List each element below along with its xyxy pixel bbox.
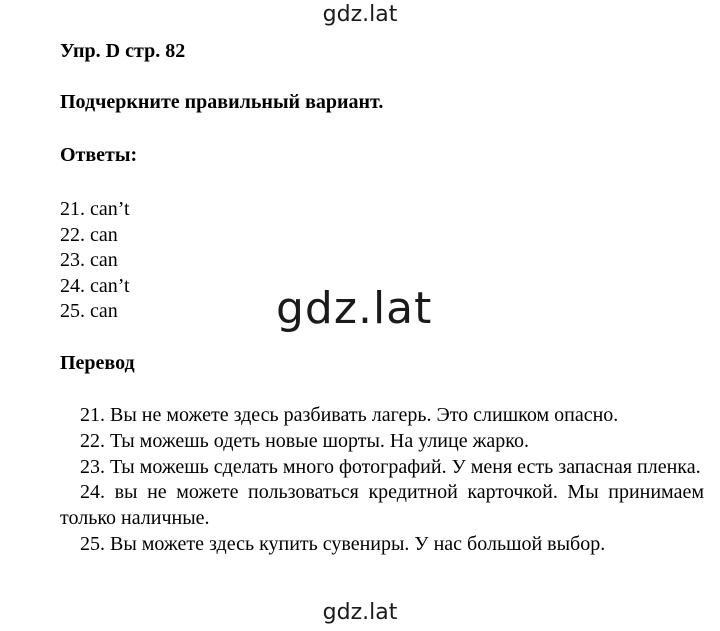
translation-item: 23. Ты можешь сделать много фотографий. У меня есть запасная пленка. xyxy=(80,455,701,478)
answers-list xyxy=(60,197,130,325)
answer-item: 22. can xyxy=(60,223,118,246)
answers-heading: Ответы: xyxy=(60,144,138,166)
translation-item: 24. вы не можете пользоваться кредитной карточкой. Мы принимаем только наличные. xyxy=(60,481,704,530)
answer-item: 25. can xyxy=(60,300,118,323)
watermark-center: gdz.lat xyxy=(276,283,433,334)
answer-item: 24. can’t xyxy=(60,274,130,297)
translation-list xyxy=(60,403,704,558)
task-instruction: Подчеркните правильный вариант. xyxy=(60,91,384,113)
answer-item: 23. can xyxy=(60,249,118,272)
translation-item: 21. Вы не можете здесь разбивать лагерь. Это слишком опасно. xyxy=(80,404,619,426)
translation-item: 25. Вы можете здесь купить сувениры. У нас большой выбор. xyxy=(80,532,606,555)
exercise-title: Упр. D стр. 82 xyxy=(60,40,186,62)
watermark-top: gdz.lat xyxy=(322,2,398,27)
translation-heading: Перевод xyxy=(60,352,135,374)
translation-item: 22. Ты можешь одеть новые шорты. На улице жарко. xyxy=(80,429,529,452)
answer-item: 21. can’t xyxy=(60,198,130,220)
watermark-bottom: gdz.lat xyxy=(322,600,398,625)
